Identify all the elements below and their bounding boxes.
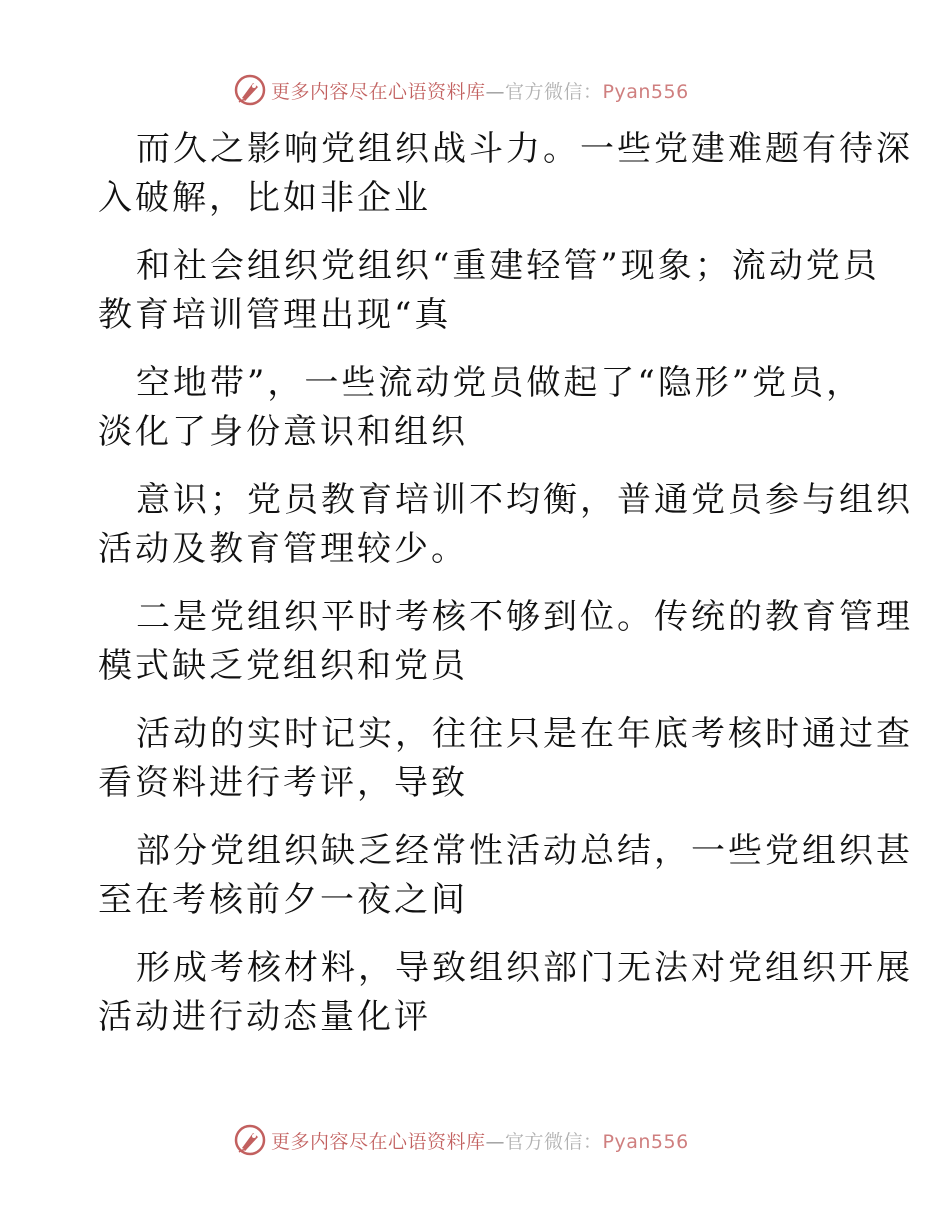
watermark-brand: 更多内容尽在心语资料库 [271,80,486,103]
watermark-text [271,77,689,104]
text-line: 空地带”，一些流动党员做起了“隐形”党员， [136,363,864,403]
paragraph [98,125,913,223]
text-line: 入破解，比如非企业 [98,178,431,218]
text-line: 活动进行动态量化评 [98,997,431,1037]
paragraph [98,242,880,340]
watermark-dash: — [485,1130,506,1153]
text-line: 形成考核材料，导致组织部门无法对党组织开展 [136,948,913,988]
text-line: 淡化了身份意识和组织 [98,412,468,452]
watermark-text [271,1127,689,1154]
text-line: 部分党组织缺乏经常性活动总结，一些党组织甚 [136,831,913,871]
pen-nib-circle-icon [233,73,267,107]
text-line: 和社会组织党组织“重建轻管”现象；流动党员 [136,246,880,286]
text-line: 意识；党员教育培训不均衡，普通党员参与组织 [136,480,913,520]
watermark-official: 官方微信： [505,1130,603,1153]
paragraph [98,593,913,691]
footer-watermark [233,1122,689,1158]
watermark-handle: Pyan556 [602,1130,689,1153]
watermark-official: 官方微信： [505,80,603,103]
watermark-handle: Pyan556 [602,80,689,103]
text-line: 活动及教育管理较少。 [98,529,468,569]
watermark-dash: — [485,80,506,103]
paragraph [98,359,864,457]
paragraph [98,827,913,925]
body-text [98,125,913,1042]
text-line: 活动的实时记实，往往只是在年底考核时通过查 [136,714,913,754]
text-line: 看资料进行考评，导致 [98,763,468,803]
text-line: 模式缺乏党组织和党员 [98,646,468,686]
text-line: 至在考核前夕一夜之间 [98,880,468,920]
watermark-brand: 更多内容尽在心语资料库 [271,1130,486,1153]
text-line: 二是党组织平时考核不够到位。传统的教育管理 [136,597,913,637]
header-watermark [233,72,689,108]
text-line: 教育培训管理出现“真 [98,295,452,335]
paragraph [98,476,913,574]
paragraph [98,944,913,1042]
text-line: 而久之影响党组织战斗力。一些党建难题有待深 [136,129,913,169]
pen-nib-circle-icon [233,1123,267,1157]
paragraph [98,710,913,808]
